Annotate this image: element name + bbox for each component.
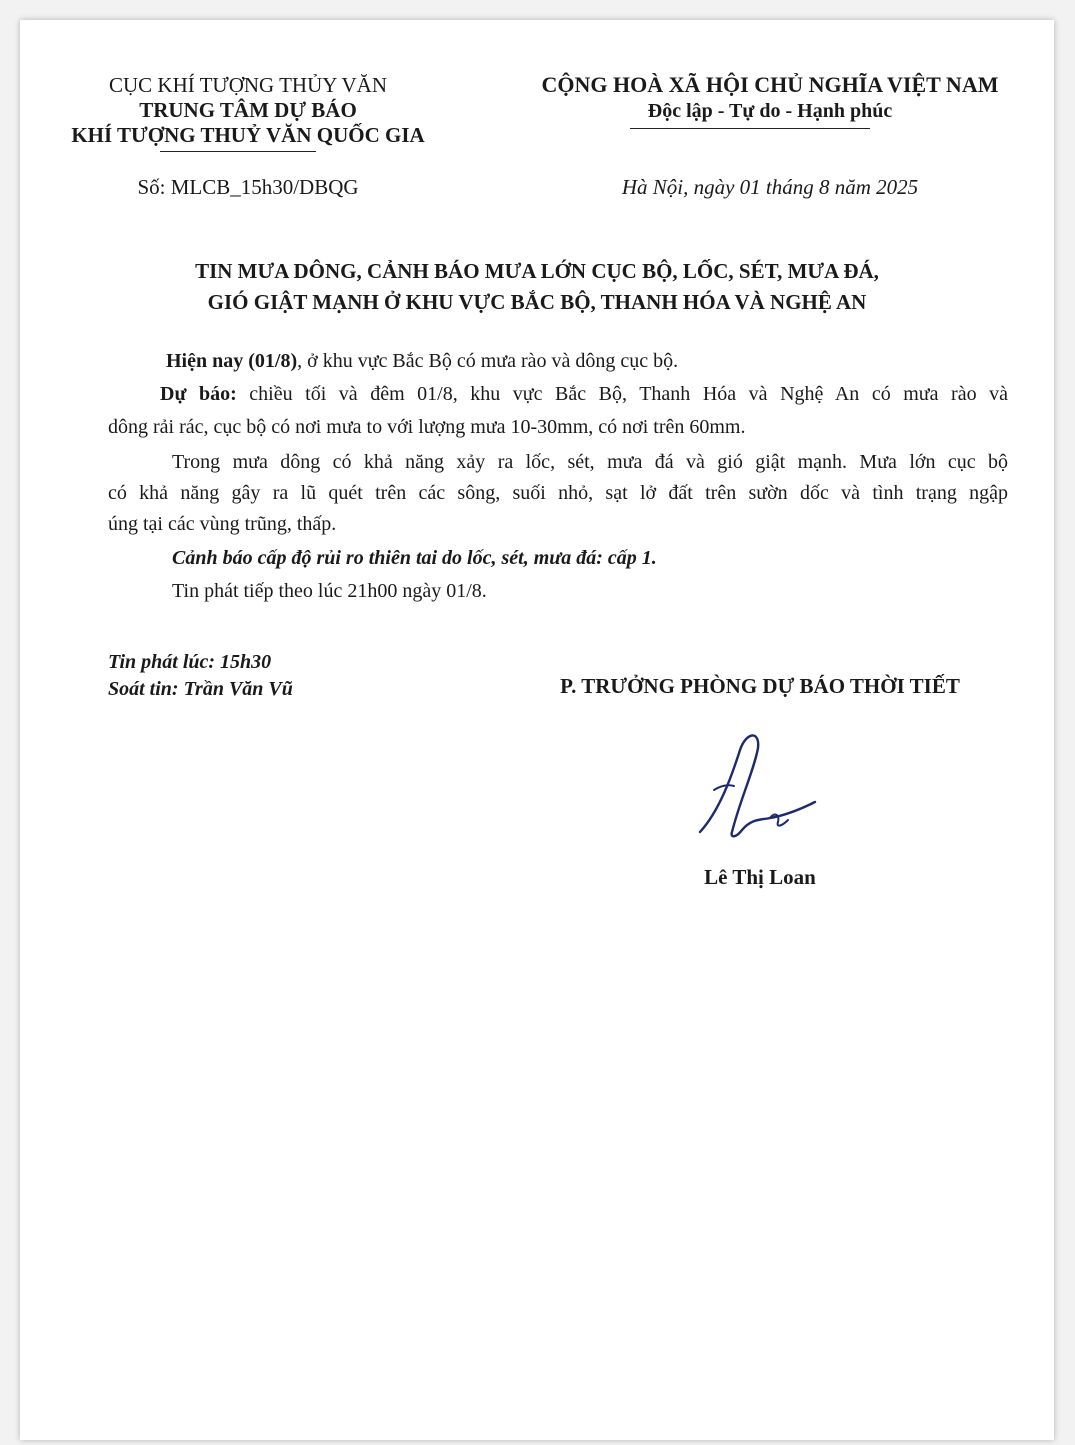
hazard-line2: có khả năng gây ra lũ quét trên các sông, suối nhỏ, sạt lở đất trên sườn dốc và tình trạng ngập	[108, 482, 1008, 504]
signer-name: Lê Thị Loan	[704, 865, 816, 889]
next-issue-notice: Tin phát tiếp theo lúc 21h00 ngày 01/8.	[172, 580, 487, 602]
handwritten-signature	[670, 720, 830, 850]
document-number: Số: MLCB_15h30/DBQG	[137, 175, 359, 199]
forecast-label: Dự báo:	[160, 383, 237, 405]
center-name: TRUNG TÂM DỰ BÁO	[139, 98, 357, 122]
forecast-line2: dông rải rác, cục bộ có nơi mưa to với lượng mưa 10-30mm, có nơi trên 60mm.	[108, 416, 746, 438]
current-conditions	[166, 346, 678, 377]
forecast-line1	[160, 379, 1008, 410]
reviewed-by: Soát tin: Trần Văn Vũ	[108, 678, 293, 700]
issued-at: Tin phát lúc: 15h30	[108, 651, 272, 673]
hazard-line3: úng tại các vùng trũng, thấp.	[108, 513, 337, 535]
risk-warning: Cảnh báo cấp độ rủi ro thiên tai do lốc, sét, mưa đá: cấp 1.	[172, 547, 657, 569]
country-name: CỘNG HOÀ XÃ HỘI CHỦ NGHĨA VIỆT NAM	[541, 72, 999, 97]
document-page	[20, 20, 1054, 1440]
center-name-full: KHÍ TƯỢNG THUỶ VĂN QUỐC GIA	[71, 123, 425, 147]
issue-date: Hà Nội, ngày 01 tháng 8 năm 2025	[621, 175, 919, 199]
left-header-rule	[160, 151, 316, 152]
hazard-line1: Trong mưa dông có khả năng xảy ra lốc, sét, mưa đá và gió giật mạnh. Mưa lớn cục bộ	[172, 451, 1008, 473]
forecast-text: chiều tối và đêm 01/8, khu vực Bắc Bộ, Thanh Hóa và Nghệ An có mưa rào và	[236, 383, 1008, 405]
right-header-rule	[630, 128, 870, 129]
current-text: , ở khu vực Bắc Bộ có mưa rào và dông cục bộ.	[297, 350, 679, 372]
national-motto: Độc lập - Tự do - Hạnh phúc	[647, 100, 893, 122]
signer-title: P. TRƯỞNG PHÒNG DỰ BÁO THỜI TIẾT	[560, 674, 960, 698]
current-label: Hiện nay (01/8)	[166, 350, 298, 372]
bulletin-title-line2: GIÓ GIẬT MẠNH Ở KHU VỰC BẮC BỘ, THANH HÓA VÀ NGHỆ AN	[207, 290, 867, 314]
bulletin-title-line1: TIN MƯA DÔNG, CẢNH BÁO MƯA LỚN CỤC BỘ, LỐC, SÉT, MƯA ĐÁ,	[195, 259, 879, 283]
agency-name: CỤC KHÍ TƯỢNG THỦY VĂN	[108, 73, 388, 97]
